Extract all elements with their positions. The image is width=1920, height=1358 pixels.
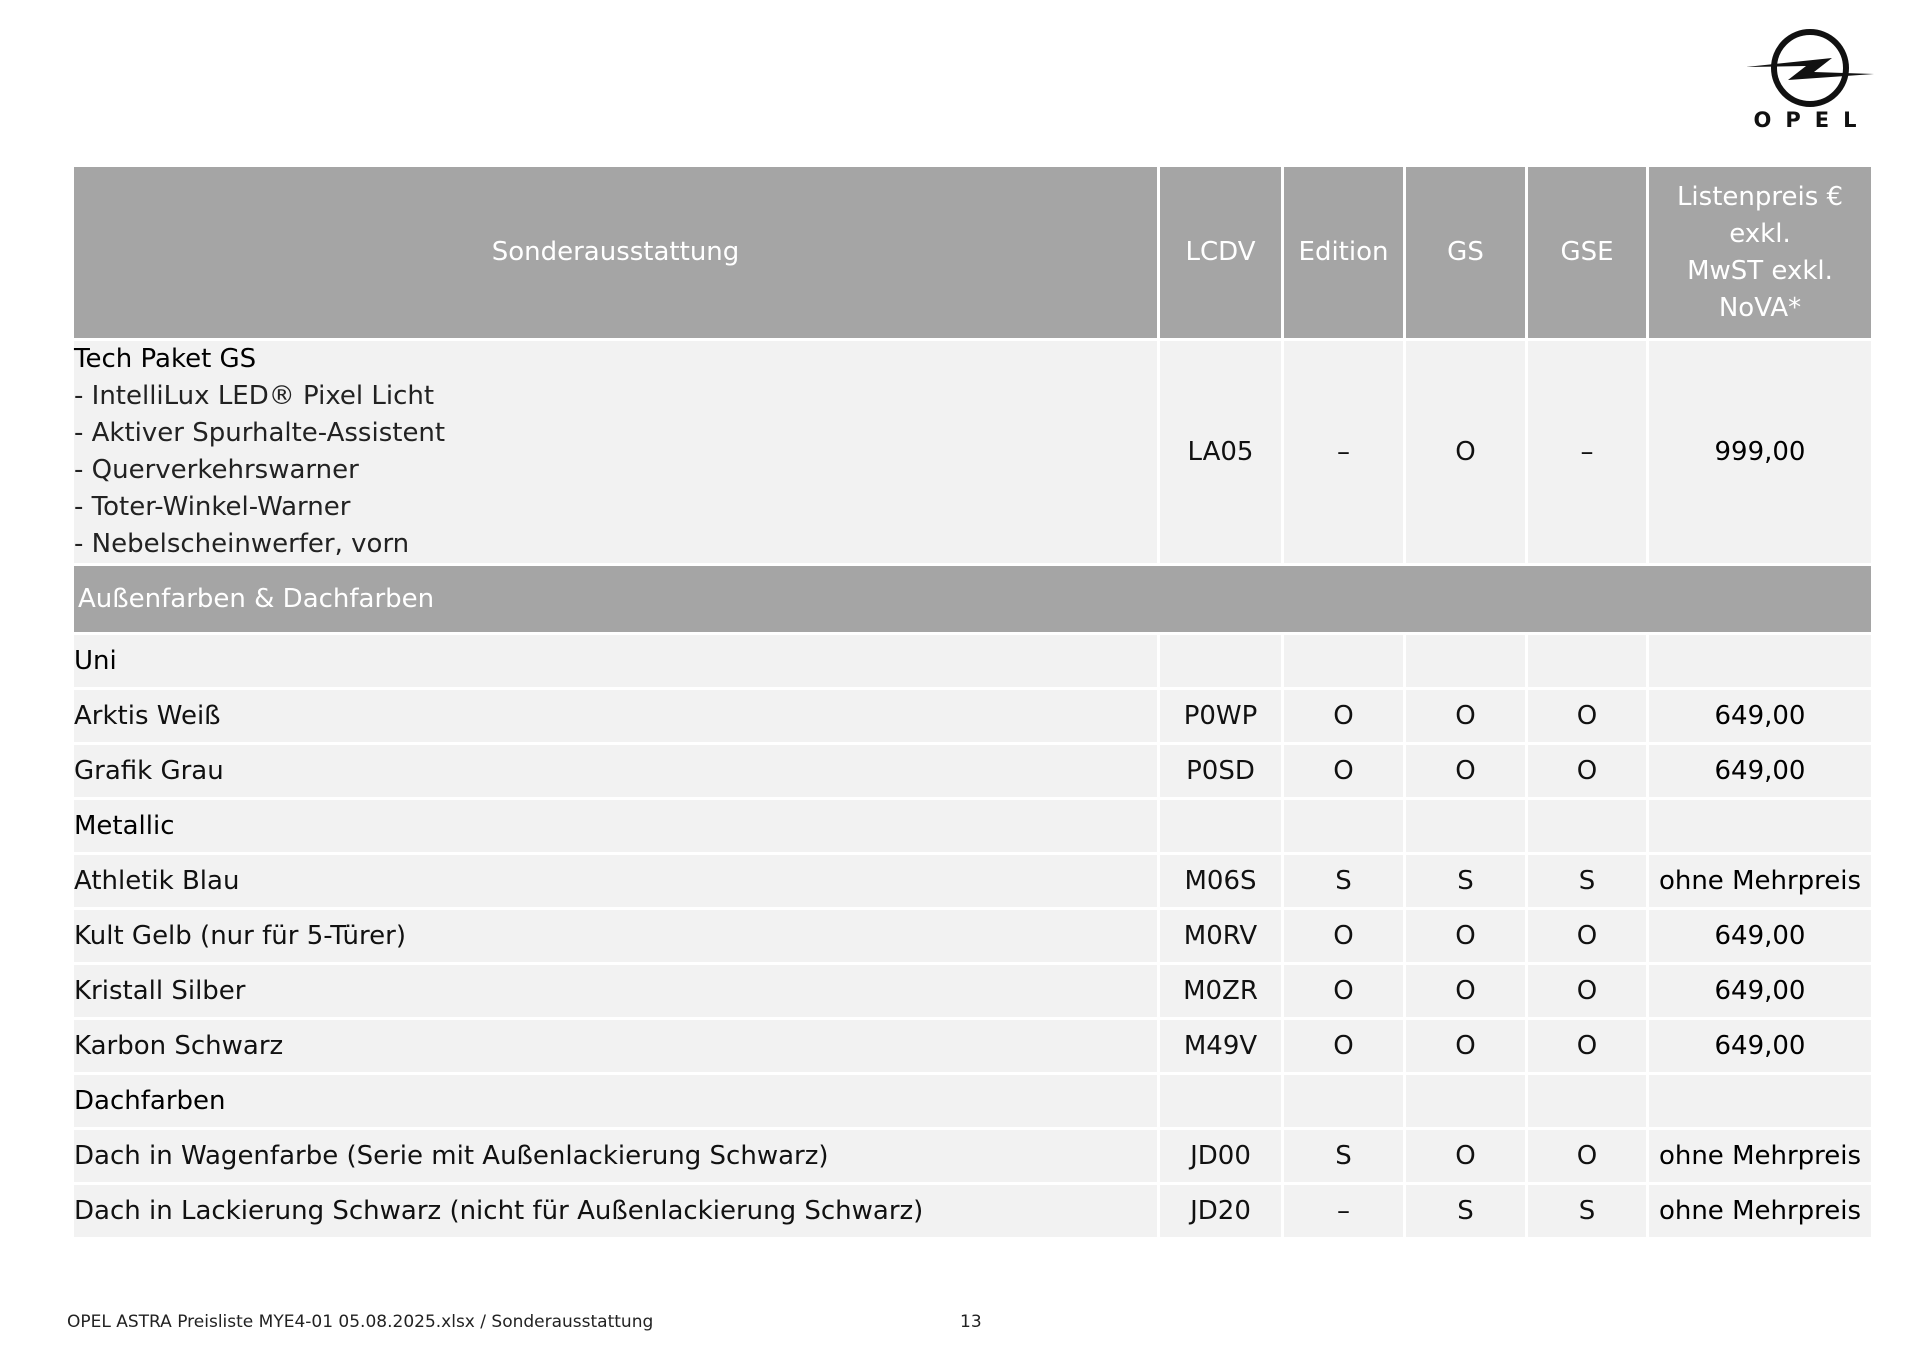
row-price: ohne Mehrpreis xyxy=(1648,1129,1873,1184)
row-lcdv: P0SD xyxy=(1159,744,1283,799)
package-item: - Toter-Winkel-Warner xyxy=(74,492,351,522)
row-edition: O xyxy=(1283,909,1405,964)
header-price-line: NoVA* xyxy=(1718,292,1802,323)
section-row xyxy=(73,565,1873,634)
table-row xyxy=(73,1019,1873,1074)
row-lcdv: M0RV xyxy=(1159,909,1283,964)
row-gse: O xyxy=(1527,744,1648,799)
row-gs: O xyxy=(1405,1129,1527,1184)
row-edition: – xyxy=(1283,1184,1405,1239)
row-edition: S xyxy=(1283,1129,1405,1184)
row-price: 649,00 xyxy=(1648,1019,1873,1074)
row-lcdv: M06S xyxy=(1159,854,1283,909)
package-item: - Nebelscheinwerfer, vorn xyxy=(74,529,410,559)
row-name: Dach in Lackierung Schwarz (nicht für Außenlackierung Schwarz) xyxy=(73,1184,1159,1239)
row-gse: O xyxy=(1527,964,1648,1019)
group-title: Dachfarben xyxy=(73,1074,1159,1129)
row-edition: O xyxy=(1283,689,1405,744)
row-gse: O xyxy=(1527,1019,1648,1074)
footer-page-number: 13 xyxy=(960,1312,982,1332)
row-edition: O xyxy=(1283,1019,1405,1074)
row-price: 649,00 xyxy=(1648,689,1873,744)
row-gse: O xyxy=(1527,1129,1648,1184)
package-item: - Querverkehrswarner xyxy=(74,455,359,485)
table-row xyxy=(73,854,1873,909)
package-row xyxy=(73,340,1873,565)
row-price: 649,00 xyxy=(1648,964,1873,1019)
table-row xyxy=(73,964,1873,1019)
row-name: Kult Gelb (nur für 5-Türer) xyxy=(73,909,1159,964)
row-price: 649,00 xyxy=(1648,744,1873,799)
header-listenpreis xyxy=(1648,166,1873,340)
row-name: Karbon Schwarz xyxy=(73,1019,1159,1074)
row-gs: S xyxy=(1405,1184,1527,1239)
row-edition: O xyxy=(1283,964,1405,1019)
row-name: Dach in Wagenfarbe (Serie mit Außenlackierung Schwarz) xyxy=(73,1129,1159,1184)
group-row xyxy=(73,799,1873,854)
row-edition: S xyxy=(1283,854,1405,909)
row-name: Arktis Weiß xyxy=(73,689,1159,744)
row-price: ohne Mehrpreis xyxy=(1648,1184,1873,1239)
row-price: 649,00 xyxy=(1648,909,1873,964)
row-gse: O xyxy=(1527,689,1648,744)
row-gs: O xyxy=(1405,689,1527,744)
footer-document-title: OPEL ASTRA Preisliste MYE4-01 05.08.2025.xlsx / Sonderausstattung xyxy=(67,1312,654,1332)
table-row xyxy=(73,909,1873,964)
header-lcdv: LCDV xyxy=(1159,166,1283,340)
row-name: Grafik Grau xyxy=(73,744,1159,799)
brand-wordmark: OPEL xyxy=(1753,108,1871,132)
row-price: ohne Mehrpreis xyxy=(1648,854,1873,909)
package-gse: – xyxy=(1527,340,1648,565)
group-title: Uni xyxy=(73,634,1159,689)
header-sonderausstattung: Sonderausstattung xyxy=(73,166,1159,340)
row-gs: O xyxy=(1405,744,1527,799)
package-description xyxy=(73,340,1159,565)
table-row xyxy=(73,1184,1873,1239)
group-row xyxy=(73,634,1873,689)
row-lcdv: M49V xyxy=(1159,1019,1283,1074)
package-price: 999,00 xyxy=(1648,340,1873,565)
table-header-row xyxy=(73,166,1873,340)
row-gse: S xyxy=(1527,854,1648,909)
row-gse: O xyxy=(1527,909,1648,964)
group-row xyxy=(73,1074,1873,1129)
row-name: Kristall Silber xyxy=(73,964,1159,1019)
table-row xyxy=(73,1129,1873,1184)
section-title: Außenfarben & Dachfarben xyxy=(73,565,1873,634)
row-name: Athletik Blau xyxy=(73,854,1159,909)
package-edition: – xyxy=(1283,340,1405,565)
header-gs: GS xyxy=(1405,166,1527,340)
header-price-line: Listenpreis € xyxy=(1676,181,1844,212)
row-gs: S xyxy=(1405,854,1527,909)
package-item: - Aktiver Spurhalte-Assistent xyxy=(74,418,446,448)
header-price-line: MwST exkl. xyxy=(1687,255,1833,286)
row-gs: O xyxy=(1405,909,1527,964)
group-title: Metallic xyxy=(73,799,1159,854)
row-gs: O xyxy=(1405,1019,1527,1074)
row-gse: S xyxy=(1527,1184,1648,1239)
header-edition: Edition xyxy=(1283,166,1405,340)
price-table xyxy=(71,164,1874,1240)
table-row xyxy=(73,689,1873,744)
package-gs: O xyxy=(1405,340,1527,565)
package-lcdv: LA05 xyxy=(1159,340,1283,565)
table-row xyxy=(73,744,1873,799)
row-gs: O xyxy=(1405,964,1527,1019)
header-gse: GSE xyxy=(1527,166,1648,340)
header-price-line: exkl. xyxy=(1729,218,1791,249)
row-edition: O xyxy=(1283,744,1405,799)
package-item: - IntelliLux LED® Pixel Licht xyxy=(74,381,435,411)
row-lcdv: JD20 xyxy=(1159,1184,1283,1239)
row-lcdv: M0ZR xyxy=(1159,964,1283,1019)
row-lcdv: P0WP xyxy=(1159,689,1283,744)
row-lcdv: JD00 xyxy=(1159,1129,1283,1184)
package-title: Tech Paket GS xyxy=(74,344,257,374)
